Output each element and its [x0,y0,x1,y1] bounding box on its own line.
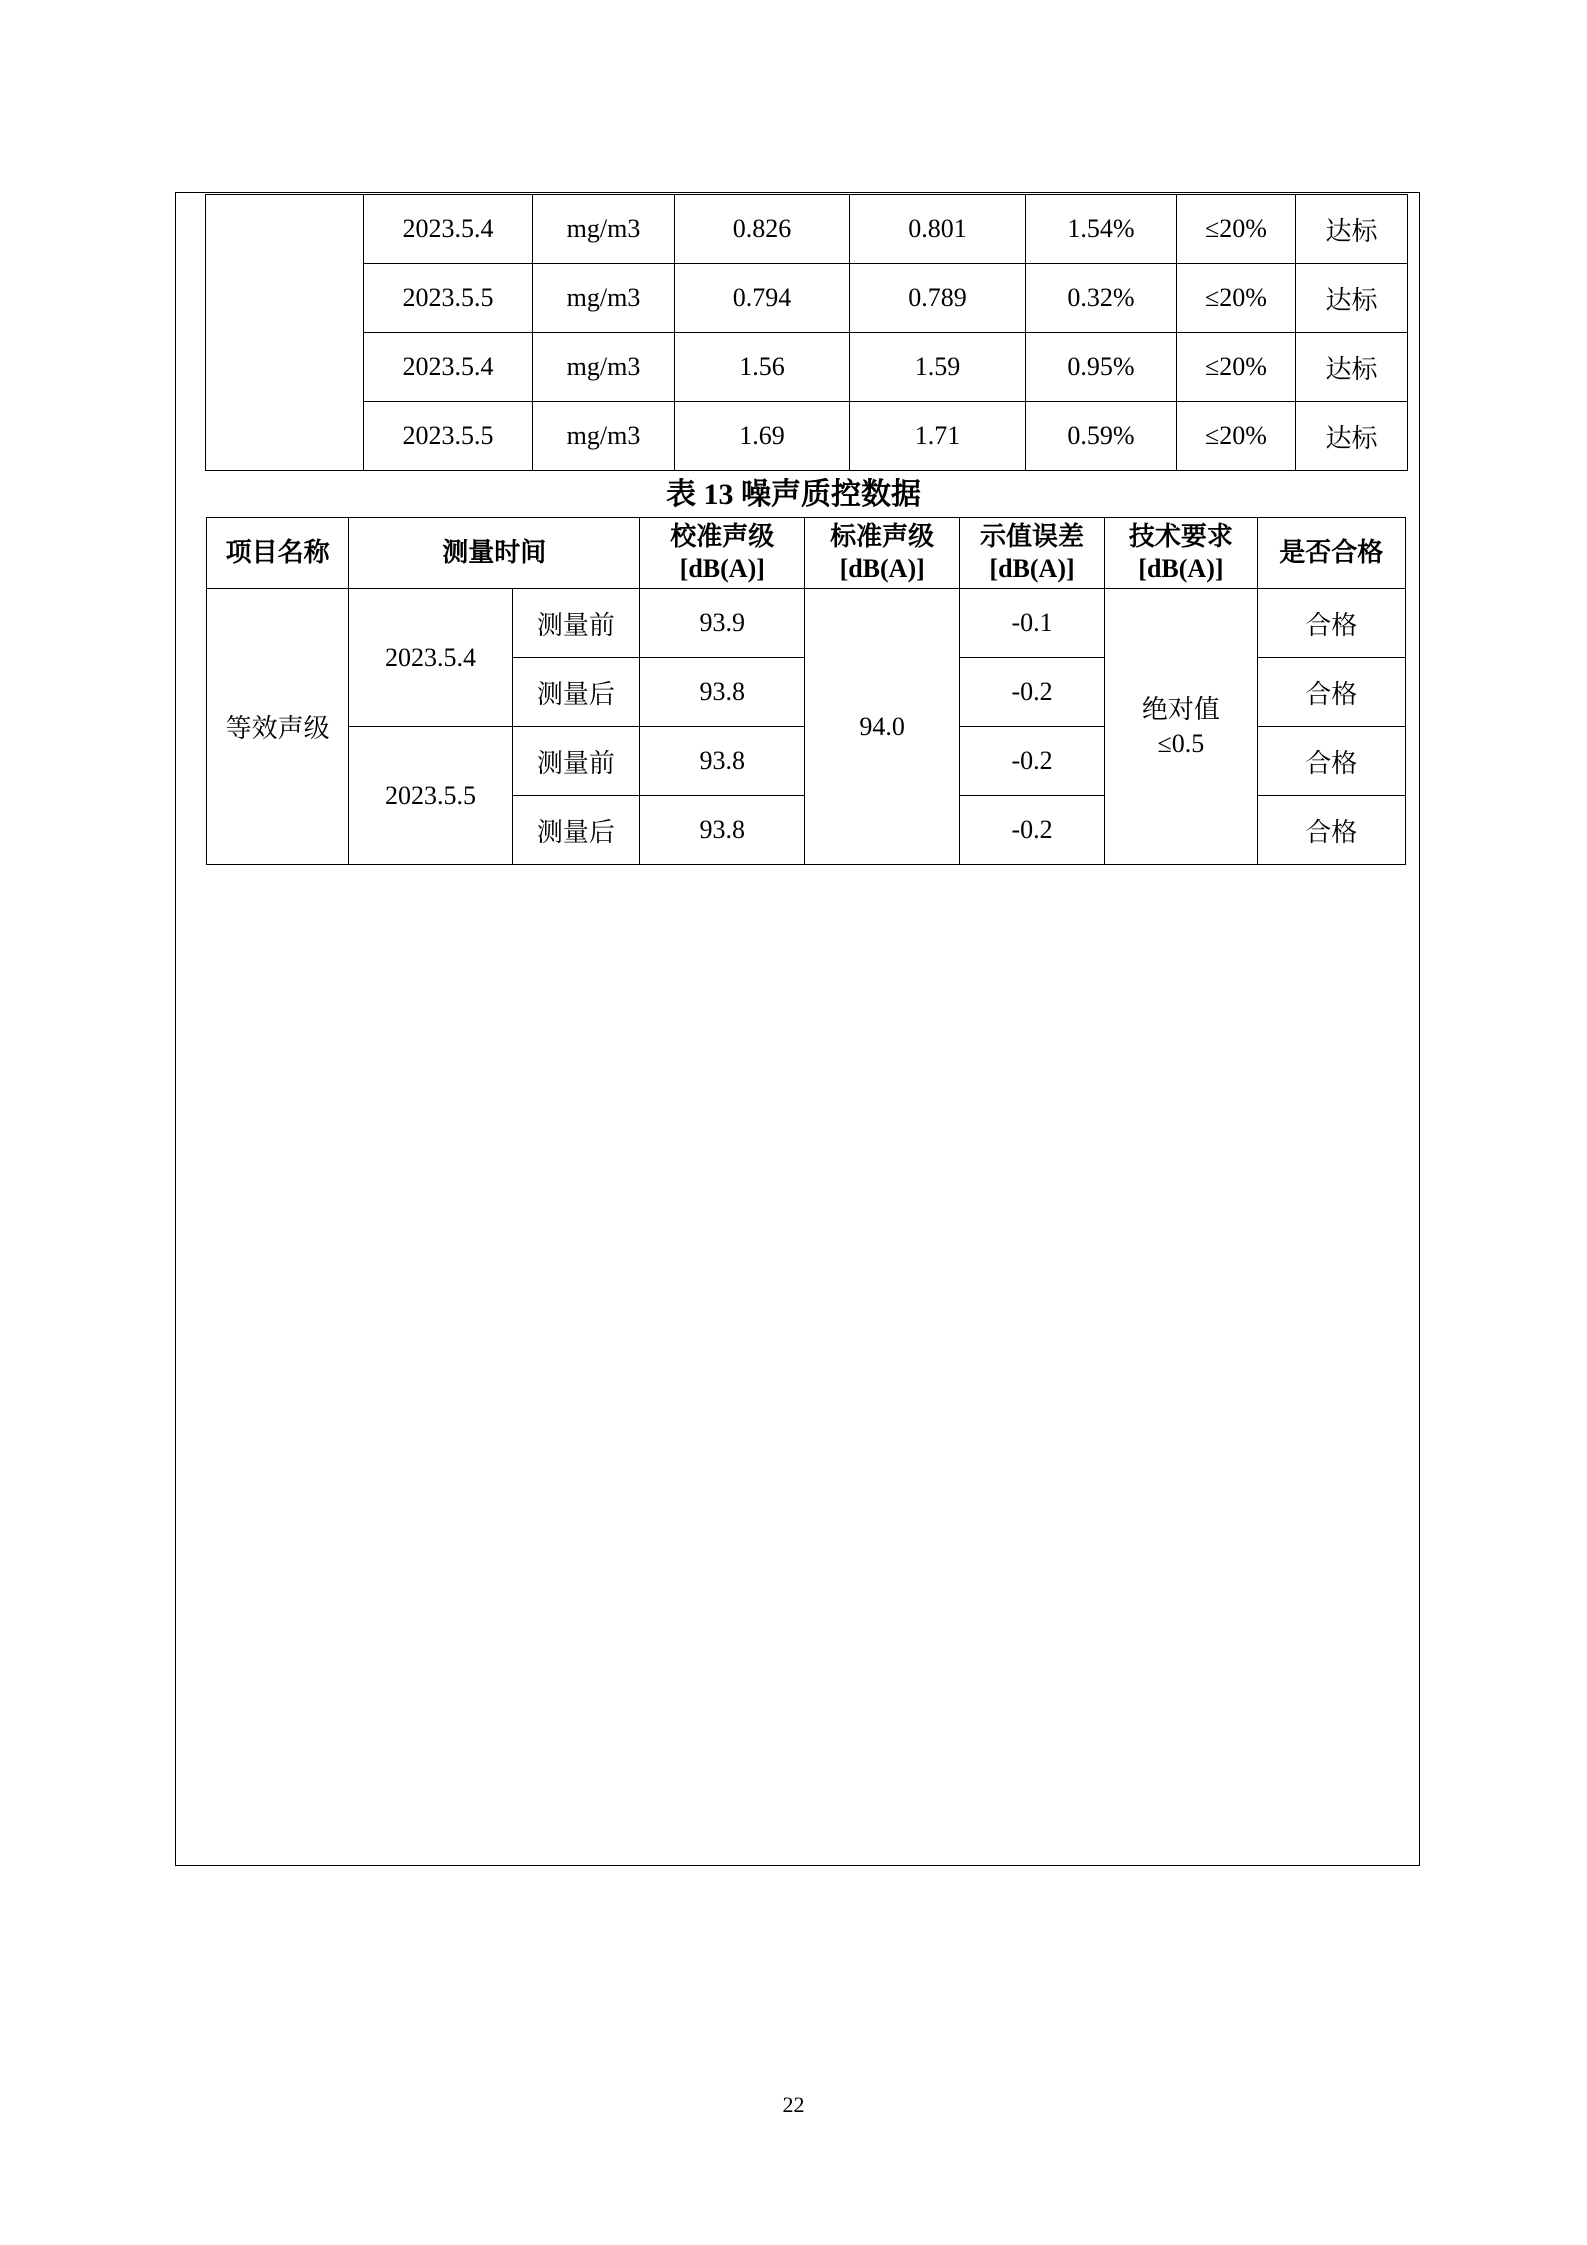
phase-cell: 测量后 [512,796,639,865]
value-cell: 1.71 [850,402,1026,471]
page-number: 22 [782,2092,805,2117]
header-qualified: 是否合格 [1257,518,1405,589]
date-cell: 2023.5.4 [364,195,533,264]
standard-level-cell: 94.0 [805,589,959,865]
qualified-cell: 合格 [1257,727,1405,796]
header-indication-error [959,518,1104,589]
result-cell: 达标 [1296,402,1408,471]
merged-item-cell [206,195,364,471]
qualified-cell: 合格 [1257,796,1405,865]
header-calibrated-level [640,518,805,589]
date-cell: 2023.5.4 [364,333,533,402]
header-measure-time: 测量时间 [349,518,640,589]
error-cell: -0.2 [959,796,1104,865]
date-cell: 2023.5.4 [349,589,512,727]
technical-requirement-text: 绝对值≤0.5 [1141,694,1220,758]
table-header-row [207,518,1406,589]
deviation-cell: 1.54% [1026,195,1177,264]
date-cell: 2023.5.5 [364,402,533,471]
calibrated-cell: 93.9 [640,589,805,658]
date-cell: 2023.5.5 [364,264,533,333]
result-cell: 达标 [1296,264,1408,333]
table-row [206,264,1408,333]
header-label: 示值误差 [980,522,1085,551]
phase-cell: 测量后 [512,658,639,727]
header-technical-requirement [1105,518,1257,589]
unit-cell: mg/m3 [533,402,675,471]
deviation-cell: 0.32% [1026,264,1177,333]
deviation-cell: 0.59% [1026,402,1177,471]
date-cell: 2023.5.5 [349,727,512,865]
qualified-cell: 合格 [1257,589,1405,658]
value-cell: 1.69 [675,402,850,471]
table-row [207,589,1406,658]
header-label: 标准声级 [830,522,935,551]
result-cell: 达标 [1296,333,1408,402]
value-cell: 0.826 [675,195,850,264]
value-cell: 0.794 [675,264,850,333]
table-row [206,195,1408,264]
requirement-cell: ≤20% [1177,195,1296,264]
header-item-name: 项目名称 [207,518,349,589]
value-cell: 0.789 [850,264,1026,333]
calibrated-cell: 93.8 [640,658,805,727]
header-unit: [dB(A)] [679,554,765,583]
header-unit: [dB(A)] [1138,554,1224,583]
error-cell: -0.2 [959,658,1104,727]
qc-continuation-table [205,194,1408,471]
header-label: 校准声级 [670,522,775,551]
phase-cell: 测量前 [512,589,639,658]
requirement-cell: ≤20% [1177,264,1296,333]
table-row [206,333,1408,402]
error-cell: -0.1 [959,589,1104,658]
requirement-cell: ≤20% [1177,402,1296,471]
result-cell: 达标 [1296,195,1408,264]
error-cell: -0.2 [959,727,1104,796]
unit-cell: mg/m3 [533,195,675,264]
header-label: 技术要求 [1128,522,1233,551]
technical-requirement-cell [1105,589,1257,865]
header-standard-level [805,518,959,589]
phase-cell: 测量前 [512,727,639,796]
unit-cell: mg/m3 [533,333,675,402]
table-13-caption: 表 13 噪声质控数据 [666,478,921,511]
table-row [206,402,1408,471]
noise-qc-table [206,517,1406,865]
value-cell: 1.59 [850,333,1026,402]
unit-cell: mg/m3 [533,264,675,333]
deviation-cell: 0.95% [1026,333,1177,402]
value-cell: 1.56 [675,333,850,402]
requirement-cell: ≤20% [1177,333,1296,402]
calibrated-cell: 93.8 [640,727,805,796]
header-unit: [dB(A)] [989,554,1075,583]
header-unit: [dB(A)] [839,554,925,583]
calibrated-cell: 93.8 [640,796,805,865]
item-name-cell: 等效声级 [207,589,349,865]
qualified-cell: 合格 [1257,658,1405,727]
value-cell: 0.801 [850,195,1026,264]
